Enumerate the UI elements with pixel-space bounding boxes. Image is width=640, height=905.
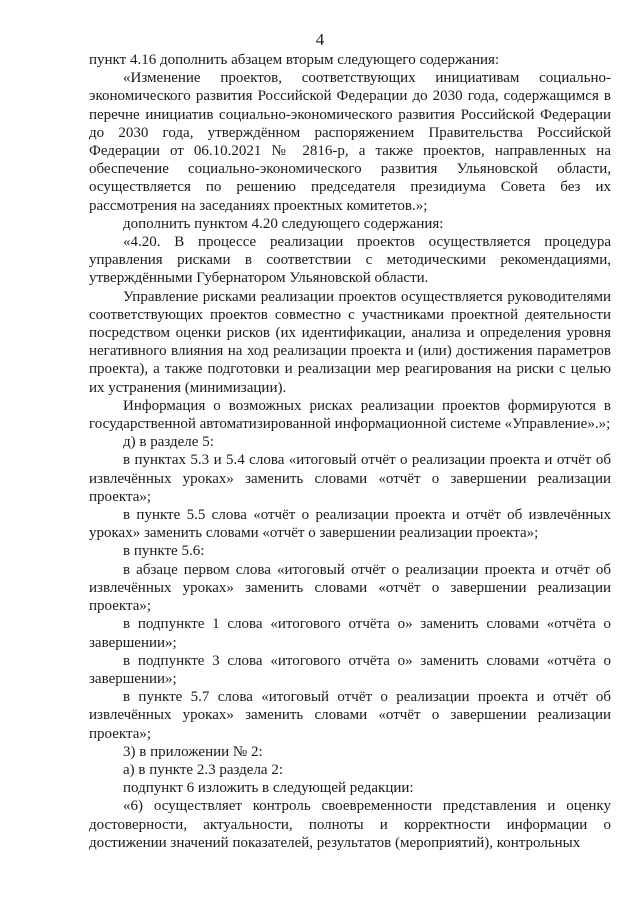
paragraph: «Изменение проектов, соответствующих инициативам социально-экономического развития Российской Федерации до 2030 года, содержащимся в перечне инициатив социально-экономического развития Российской Федерации до 2030 года, утверждённом распоряжением Правительства Российской Федерации от 06.10.2021 № 2816-р, а также проектов, направленных на обеспечение социально-экономического развития Ульяновской области, осуществляется по решению председателя президиума Совета без их рассмотрения на заседаниях проектных комитетов.»; — [89, 70, 611, 214]
paragraph: подпункт 6 изложить в следующей редакции: — [123, 780, 414, 797]
paragraph: в пункте 5.5 слова «отчёт о реализации проекта и отчёт об извлечённых уроках» заменить словами «отчёт о завершении реализации проекта»; — [89, 507, 611, 542]
paragraph: д) в разделе 5: — [123, 434, 214, 451]
paragraph: а) в пункте 2.3 раздела 2: — [123, 761, 284, 778]
paragraph: Информация о возможных рисках реализации проектов формируются в государственной автоматизированной информационной системе «Управление».»; — [89, 397, 611, 433]
paragraph: в пункте 5.7 слова «итоговый отчёт о реализации проекта и отчёт об извлечённых уроках» заменить словами «отчёт о завершении реализации проекта»; — [89, 689, 611, 742]
paragraph: Управление рисками реализации проектов осуществляется руководителями соответствующих проектов совместно с участниками проектной деятельности посредством оценки рисков (их идентификации, анализа и определения уровня негативного влияния на ход реализации проекта и (или) достижения параметров проекта), а также подготовки и реализации мер реагирования на риски с целью их устранения (минимизации). — [89, 288, 611, 396]
paragraph: «4.20. В процессе реализации проектов осуществляется процедура управления рисками в соответствии с методическими рекомендациями, утверждёнными Губернатором Ульяновской области. — [89, 234, 611, 287]
paragraph: пункт 4.16 дополнить абзацем вторым следующего содержания: — [89, 52, 500, 68]
paragraph: «6) осуществляет контроль своевременности представления и оценку достоверности, актуальности, полноты и корректности информации о достижении значений показателей, результатов (мероприятий), контрольных — [89, 798, 611, 851]
paragraph: в подпункте 1 слова «итогового отчёта о» заменить словами «отчёта о завершении»; — [89, 616, 611, 651]
paragraph: в пункте 5.6: — [123, 543, 205, 560]
page-number: 4 — [315, 30, 325, 49]
paragraph: 3) в приложении № 2: — [123, 743, 263, 760]
paragraph: в подпункте 3 слова «итогового отчёта о» заменить словами «отчёта о завершении»; — [89, 652, 611, 687]
paragraph: в абзаце первом слова «итоговый отчёт о реализации проекта и отчёт об извлечённых уроках» заменить словами «отчёт о завершении реализации проекта»; — [89, 561, 611, 615]
paragraph: в пунктах 5.3 и 5.4 слова «итоговый отчёт о реализации проекта и отчёт об извлечённых уроках» заменить словами «отчёт о завершении реализации проекта»; — [89, 452, 611, 505]
paragraph: дополнить пунктом 4.20 следующего содержания: — [123, 215, 444, 232]
document-body — [89, 51, 611, 852]
